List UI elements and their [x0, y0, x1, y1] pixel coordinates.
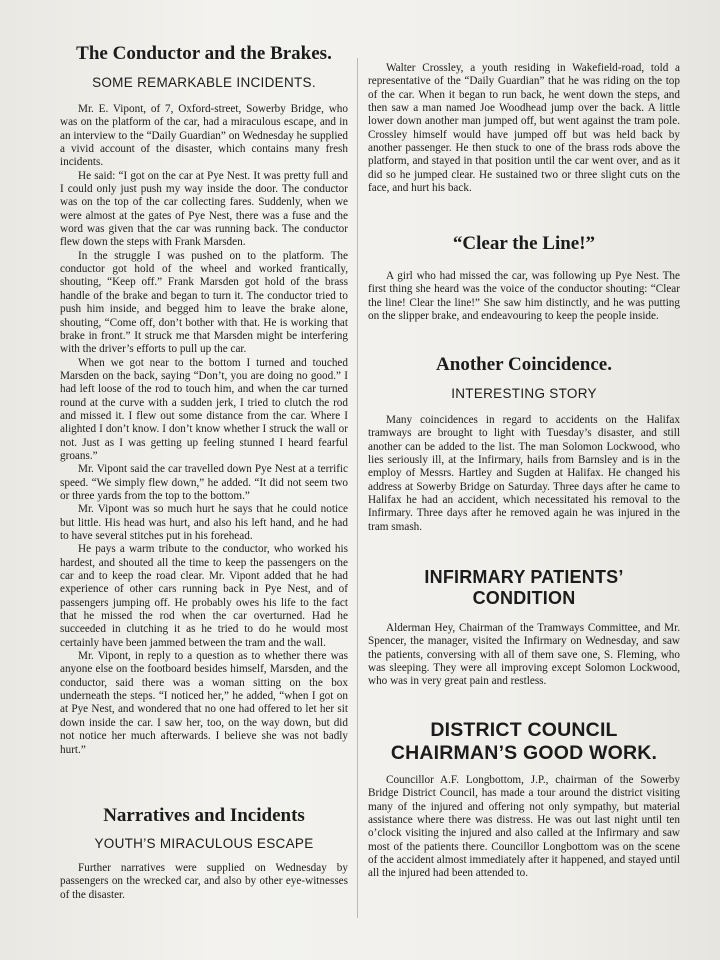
- article-paragraph: Councillor A.F. Longbottom, J.P., chairman of the Sowerby Bridge District Council, has made a tour around the district visiting many of the injured and offering not only sympathy, but material assistance where there was distress. He was out last night until ten o’clock visiting the injured and also called at the Infirmary and saw most of the patients there. Councillor Longbottom was on the scene of the accident almost immediately after it happened, and stayed until all the injured had been attended to.: [368, 774, 680, 880]
- article-paragraph: Walter Crossley, a youth residing in Wakefield-road, told a representative of the “Daily Guardian” that he was riding on the top of the car. When it began to run back, he went down the steps, and then saw a man named Joe Woodhead jump over the back. A little lower down another man jumped off, but went against the tram pole. Crossley himself would have jumped off but was held back by another passenger. He then stuck to one of the brass rods above the platform, and stayed in that position until the car went over, and as it did so he jumped clear. He sustained two or three slight cuts on the face, and hurt his back.: [368, 62, 680, 195]
- conductor-article-body: [60, 103, 348, 757]
- article-paragraph: When we got near to the bottom I turned and touched Marsden on the back, saying “Don’t, you are doing no good.” I had left loose of the rod to touch him, and when the car turned round at the curve with a sudden jerk, I tried to clutch the rod and missed it. I flew out some distance from the car. Where I alighted I don’t know. I don’t know whether I struck the wall or not. Just as I was getting up feeling stunned I heard fearful groans.”: [60, 356, 348, 462]
- article-title-line: DISTRICT COUNCIL: [430, 719, 618, 741]
- narratives-article-header: [60, 806, 348, 851]
- article-subtitle: INTERESTING STORY: [451, 385, 597, 401]
- article-paragraph: Mr. Vipont was so much hurt he says that he could notice but little. His head was hurt, and also his left hand, and he had to have several stitches put in his forehead.: [60, 503, 348, 542]
- article-title: “Clear the Line!”: [452, 233, 596, 254]
- coincidence-article-body: [368, 414, 680, 534]
- coincidence-article-header: [368, 355, 680, 401]
- article-subtitle: SOME REMARKABLE INCIDENTS.: [92, 74, 316, 90]
- narratives-continued-body: [368, 62, 680, 195]
- conductor-article-header: [60, 44, 348, 90]
- article-paragraph: Further narratives were supplied on Wednesday by passengers on the wrecked car, and also by other eye-witnesses of the disaster.: [60, 862, 348, 901]
- article-paragraph: Mr. Vipont, in reply to a question as to whether there was anyone else on the footboard besides himself, Marsden, and the conductor, said there was a woman sitting on the box underneath the steps. “I noticed her,” he added, “when I got on at Pye Nest, and wondered that no one had offered to let her sit down inside the car. I saw her, too, on the way down, but did not notice her much afterwards. I believe she was not badly hurt.”: [60, 650, 348, 756]
- narratives-article-body: [60, 862, 348, 902]
- article-paragraph: He pays a warm tribute to the conductor, who worked his hardest, and shouted all the time to keep the passengers on the car and to keep the road clear. Mr. Vipont added that he had experience of other cars running back in Pye Nest, and of passengers jumping off. He probably owes his life to the fact that he missed the rod when the car overturned. Had he succeeded in clutching it as he tried to do he would most certainly have been jammed between the tram and the wall.: [60, 543, 348, 649]
- article-title-line: CHAIRMAN’S GOOD WORK.: [390, 742, 658, 765]
- article-title: Narratives and Incidents: [103, 805, 305, 826]
- clear-the-line-header: [368, 234, 680, 255]
- article-title: Another Coincidence.: [436, 354, 612, 375]
- column-divider: [357, 58, 358, 918]
- article-subtitle: YOUTH’S MIRACULOUS ESCAPE: [94, 835, 314, 851]
- right-column: [368, 0, 680, 960]
- article-paragraph: Mr. E. Vipont, of 7, Oxford-street, Sowerby Bridge, who was on the platform of the car, had a miraculous escape, and in an interview to the “Daily Guardian” on Wednesday he supplied a vivid account of the disaster, which contains many fresh incidents.: [60, 103, 348, 169]
- article-paragraph: Mr. Vipont said the car travelled down Pye Nest at a terrific speed. “We simply flew down,” he added. “It did not seem two or three yards from the top to the bottom.”: [60, 463, 348, 502]
- article-paragraph: In the struggle I was pushed on to the platform. The conductor got hold of the wheel and worked frantically, shouting, “Keep off.” Frank Marsden got hold of the brass handle of the brake and began to turn it. The conductor tried to push him inside, and begged him to leave the brake alone, shouting, “Come off, don’t bother with that. He is working that brake in front.” It struck me that Marsden might be interfering with the driver’s efforts to pull up the car.: [60, 249, 348, 356]
- article-paragraph: A girl who had missed the car, was following up Pye Nest. The first thing she heard was the voice of the conductor shouting: “Clear the line! Clear the line!” She saw him distinctly, and he was putting on the slipper brake, and endeavouring to keep the people inside.: [368, 270, 680, 323]
- district-council-article-header: [368, 720, 680, 765]
- district-council-article-body: [368, 774, 680, 881]
- infirmary-article-header: [368, 568, 680, 609]
- article-title-line: INFIRMARY PATIENTS’: [424, 567, 624, 587]
- article-title: The Conductor and the Brakes.: [76, 43, 332, 64]
- article-title-line: CONDITION: [472, 587, 576, 608]
- infirmary-article-body: [368, 622, 680, 689]
- article-paragraph: Many coincidences in regard to accidents on the Halifax tramways are brought to light with Tuesday’s disaster, and still another can be added to the list. The man Solomon Lockwood, who lies seriously ill, at the Infirmary, hails from Barnsley and is in the employ of Messrs. Hartley and Sugden at Halifax. He changed his address at Sowerby Bridge on Saturday. Three days after he came to Halifax he had an accident, which necessitated his removal to the Infirmary. Three days after he removed again he was injured in the tram smash.: [368, 414, 680, 533]
- clear-the-line-body: [368, 270, 680, 323]
- left-column: [60, 0, 348, 960]
- article-paragraph: He said: “I got on the car at Pye Nest. It was pretty full and I could only just push my way inside the door. The conductor was on the top of the car collecting fares. Suddenly, when we were almost at the gates of Pye Nest, there was a fuse and the word was given that the car was running back. The conductor flew down the steps with Frank Marsden.: [60, 169, 348, 249]
- article-paragraph: Alderman Hey, Chairman of the Tramways Committee, and Mr. Spencer, the manager, visited the Infirmary on Wednesday, and saw the patients, conversing with all of them save one, S. Fleming, who was sleeping. They were all improving except Solomon Lockwood, who was in very great pain and restless.: [368, 622, 680, 688]
